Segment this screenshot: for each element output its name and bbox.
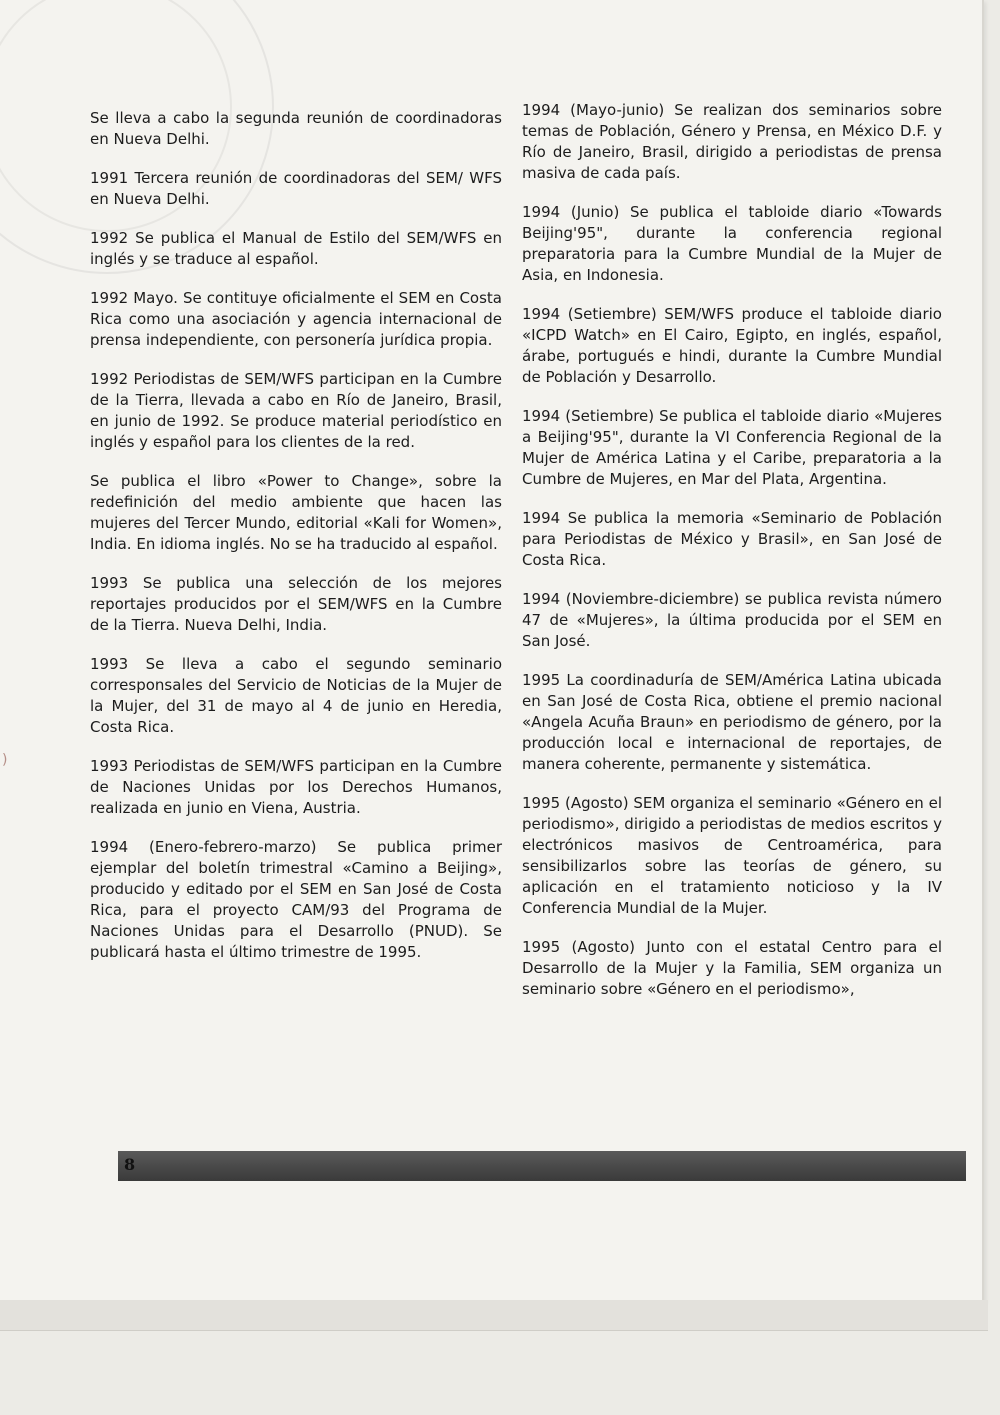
entry: 1993 Se publica una selección de los mejores reportajes producidos por el SEM/WFS en la Cumbre de la Tierra. Nueva Delhi, India. xyxy=(90,574,502,634)
entry: 1992 Se publica el Manual de Estilo del SEM/WFS en inglés y se traduce al español. xyxy=(90,229,502,268)
entry: 1992 Mayo. Se contituye oficialmente el SEM en Costa Rica como una asociación y agencia internacional de prensa independiente, con personería jurídica propia. xyxy=(90,289,502,349)
entry: Se publica el libro «Power to Change», sobre la redefinición del medio ambiente que hacen las mujeres del Tercer Mundo, editorial «Kali for Women», India. En idioma inglés. No se ha traducido al español. xyxy=(90,472,502,553)
entry: 1995 (Agosto) Junto con el estatal Centro para el Desarrollo de la Mujer y la Familia, SEM organiza un seminario sobre «Género en el periodismo», xyxy=(522,938,942,998)
entry: 1994 (Junio) Se publica el tabloide diario «Towards Beijing'95", durante la conferencia regional preparatoria para la Cumbre Mundial de la Mujer de Asia, en Indonesia. xyxy=(522,203,942,284)
footer-bar xyxy=(118,1151,966,1181)
entry: 1991 Tercera reunión de coordinadoras del SEM/ WFS en Nueva Delhi. xyxy=(90,169,502,208)
entry: 1993 Periodistas de SEM/WFS participan en la Cumbre de Naciones Unidas por los Derechos Humanos, realizada en junio en Viena, Austria. xyxy=(90,757,502,817)
entry: 1993 Se lleva a cabo el segundo seminario corresponsales del Servicio de Noticias de la Mujer de la Mujer, del 31 de mayo al 4 de junio en Heredia, Costa Rica. xyxy=(90,655,502,736)
entry: 1994 Se publica la memoria «Seminario de Población para Periodistas de México y Brasil», en San José de Costa Rica. xyxy=(522,509,942,569)
entry: 1992 Periodistas de SEM/WFS participan en la Cumbre de la Tierra, llevada a cabo en Río de Janeiro, Brasil, en junio de 1992. Se produce material periodístico en inglés y español para los clientes de la red. xyxy=(90,370,502,451)
entry: 1994 (Noviembre-diciembre) se publica revista número 47 de «Mujeres», la última producida por el SEM en San José. xyxy=(522,590,942,650)
entry: 1995 (Agosto) SEM organiza el seminario «Género en el periodismo», dirigido a periodistas de medios escritos y electrónicos masivos de Centroamérica, para sensibilizarlos sobre las teorías de género, su aplicación en el tratamiento noticioso y la IV Conferencia Mundial de la Mujer. xyxy=(522,794,942,917)
entry: 1994 (Setiembre) SEM/WFS produce el tabloide diario «ICPD Watch» en El Cairo, Egipto, en inglés, español, árabe, portugués e hindi, durante la Cumbre Mundial de Población y Desarrollo. xyxy=(522,305,942,386)
left-column xyxy=(90,100,502,981)
entry: 1995 La coordinaduría de SEM/América Latina ubicada en San José de Costa Rica, obtiene el premio nacional «Angela Acuña Braun» en periodismo de género, por la producción local e internacional de reportajes, de manera coherente, permanente y sistemática. xyxy=(522,671,942,773)
entry: 1994 (Setiembre) Se publica el tabloide diario «Mujeres a Beijing'95", durante la VI Conferencia Regional de la Mujer de América Latina y el Caribe, preparatoria a la Cumbre de Mujeres, en Mar del Plata, Argentina. xyxy=(522,407,942,488)
entry: 1994 (Enero-febrero-marzo) Se publica primer ejemplar del boletín trimestral «Camino a Beijing», producido y editado por el SEM en San José de Costa Rica, para el proyecto CAM/93 del Programa de Naciones Unidas para el Desarrollo (PNUD). Se publicará hasta el último trimestre de 1995. xyxy=(90,838,502,961)
underlying-sheet-edge xyxy=(0,1300,988,1331)
right-column xyxy=(522,100,942,1018)
margin-bracket-mark: ) xyxy=(2,752,8,768)
entry: Se lleva a cabo la segunda reunión de coordinadoras en Nueva Delhi. xyxy=(90,109,502,148)
page-number: 8 xyxy=(124,1155,136,1174)
entry: 1994 (Mayo-junio) Se realizan dos seminarios sobre temas de Población, Género y Prensa, en México D.F. y Río de Janeiro, Brasil, dirigido a periodistas de prensa masiva de cada país. xyxy=(522,101,942,182)
